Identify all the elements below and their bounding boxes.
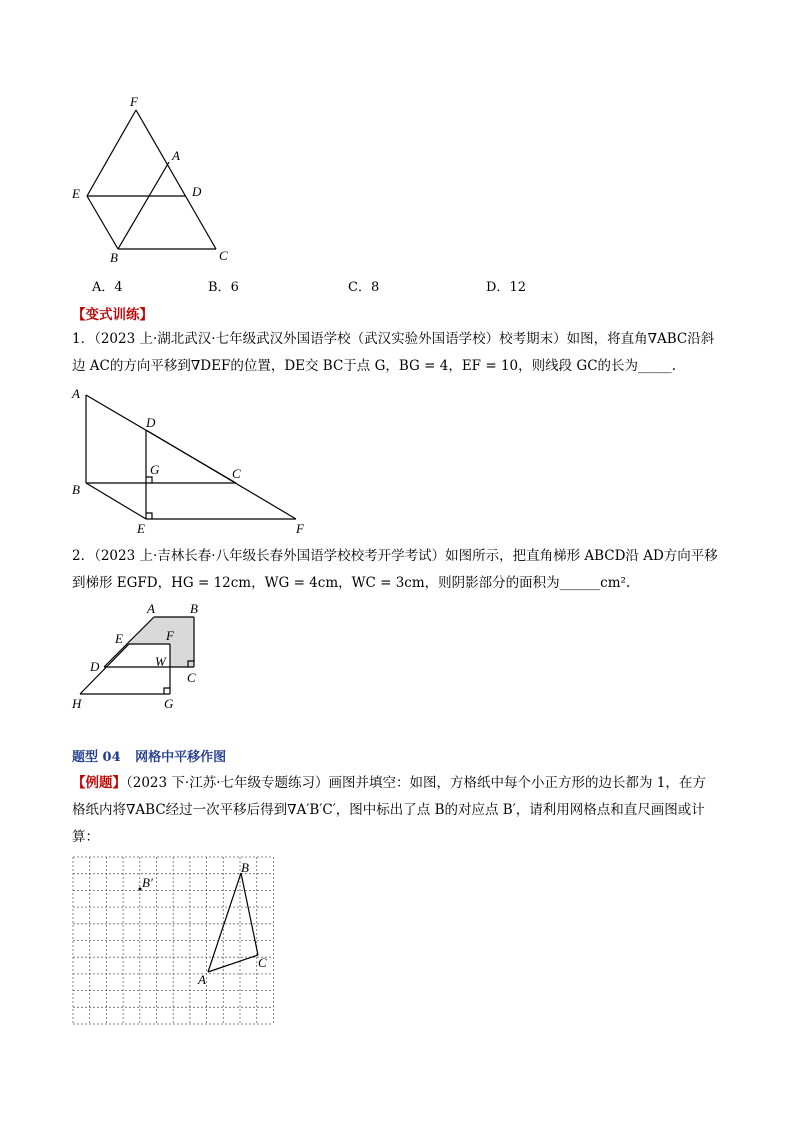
label-e: E	[115, 631, 123, 646]
label-w: W	[155, 654, 166, 669]
label-d: D	[146, 415, 156, 430]
label-e: E	[72, 186, 80, 201]
label-d: D	[192, 184, 202, 199]
figure-1-translation-diagram	[60, 90, 260, 270]
label-a: A	[72, 386, 80, 401]
section-title: 网格中平移作图	[135, 750, 227, 765]
label-e: E	[137, 521, 145, 536]
option-d[interactable]	[486, 276, 526, 295]
label-c: C	[258, 955, 267, 970]
option-b-letter: B．	[208, 280, 231, 295]
label-b: B	[241, 860, 249, 875]
option-a-letter: A．	[92, 280, 115, 295]
label-a: A	[147, 601, 155, 616]
example-text-1: （2023 下·江苏·七年级专题练习）画图并填空：如图，方格纸中每个小正方形的边长都为 1，在方	[126, 775, 706, 791]
option-a[interactable]	[92, 276, 123, 295]
question-2-line-1: 2．（2023 上·吉林长春·八年级长春外国语学校校考开学考试）如图所示，把直角梯形 ABCD沿 AD方向平移	[72, 548, 718, 564]
example-line-3: 算：	[72, 829, 99, 845]
label-c: C	[219, 248, 228, 263]
label-a: A	[172, 148, 180, 163]
option-c[interactable]	[348, 276, 379, 295]
example-line-1	[72, 770, 732, 797]
option-b-value: 6	[230, 280, 239, 295]
variant-training-heading: 【变式训练】	[72, 307, 153, 323]
option-d-letter: D．	[486, 280, 510, 295]
label-c: C	[187, 670, 196, 685]
option-c-letter: C．	[348, 280, 371, 295]
label-b: B	[72, 482, 80, 497]
option-b[interactable]	[208, 276, 239, 295]
question-2-line-2: 到梯形 EGFD，HG = 12cm，WG = 4cm，WC = 3cm，则阴影部分的面积为______cm².	[72, 575, 631, 591]
option-c-value: 8	[370, 280, 380, 295]
figure-2-right-triangle-translation	[66, 382, 316, 538]
question-1-line-2: 边 AC的方向平移到∇DEF的位置，DE交 BC于点 G，BG = 4，EF = 10，则线段 GC的长为_____.	[72, 358, 677, 374]
label-b: B	[110, 250, 118, 265]
section-tag: 题型 04	[72, 750, 121, 765]
section-heading	[72, 746, 226, 765]
label-f: F	[166, 628, 174, 643]
example-line-2: 格纸内将∇ABC经过一次平移后得到∇A′B′C′，图中标出了点 B的对应点 B′，请利用网格点和直尺画图或计	[72, 802, 705, 818]
question-1-line-1: 1．（2023 上·湖北武汉·七年级武汉外国语学校（武汉实验外国语学校）校考期末）如图，将直角∇ABC沿斜	[72, 331, 715, 347]
label-b: B	[190, 601, 198, 616]
label-f: F	[130, 94, 138, 109]
label-c: C	[232, 466, 241, 481]
label-d: D	[90, 659, 100, 674]
label-g: G	[150, 462, 160, 477]
option-d-value: 12	[509, 280, 526, 295]
example-tag: 【例题】	[72, 775, 126, 791]
label-b-prime: B′	[142, 875, 153, 890]
label-g: G	[164, 696, 174, 711]
label-h: H	[72, 696, 82, 711]
label-a: A	[198, 972, 206, 987]
label-f: F	[296, 521, 304, 536]
option-a-value: 4	[114, 280, 123, 295]
figure-4-grid-diagram	[70, 855, 280, 1027]
figure-3-trapezoid-translation	[66, 600, 206, 715]
